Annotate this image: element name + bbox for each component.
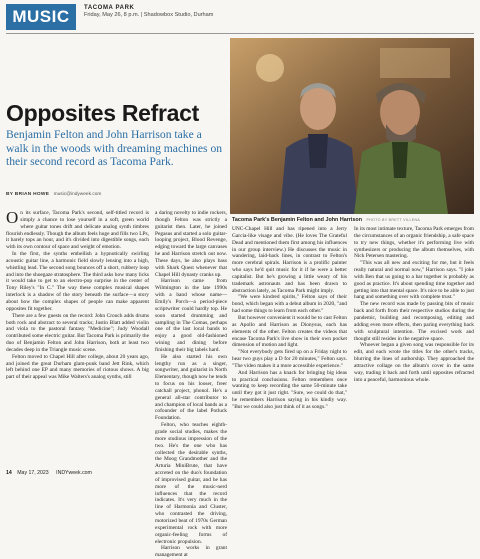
- feature-photo: [230, 38, 474, 214]
- body-paragraph: "This was all new and exciting for me, but it feels really natural and normal now," Harrison says. "I joke with Ben that us going to a bar together is probably as good as practice. It's about spending time together and getting into that mental space. It's nice to be able to just hang and something over with complete trust.": [354, 260, 474, 301]
- section-tag-music: MUSIC: [6, 4, 76, 30]
- body-paragraph: He also started his own lengthy run as a singer, songwriter, and guitarist in North Elementary, though now he tends to focus on his looser, freer catchall project, phonol. He's a general all-star contributor to and champion of local bands as a cofounder of the label Potluck Foundation.: [155, 353, 227, 422]
- body-paragraph: Harrison works in grant management at: [155, 545, 227, 559]
- body-paragraph: "We were kindred spirits," Felton says of their bond, which began with a debut album in 2020, "and had some things to learn from each other.": [232, 294, 347, 315]
- body-paragraph: Felton, who teaches eighth-grade social studies, makes the more studious impression of the two. He's the one who has collected the desirable synths, the Moog Grandmother and the Arturia MiniBrute, that have accreted on the duo's foundation of improvised guitar, and he has more of the music-nerd influences that the record indicates. It's very much in the line of Harmonia and Cluster, who contrasted the driving, motorized beat of 1970s German experimental rock with more organic-feeling forms of electronic propulsion.: [155, 422, 227, 545]
- body-paragraph: Felton moved to Chapel Hill after college, about 20 years ago, and joined the great Durham glam-punk band Jett Rink, which left behind one EP and many memories of riotous shows. A big part of their appeal was Mike Walters's analog synths, still: [6, 353, 149, 381]
- drop-cap: O: [6, 208, 19, 227]
- body-column-4: [354, 226, 474, 383]
- body-paragraph: "Not everybody gets fired up on a Friday night to hear two guys play a D for 20 minutes," Felton says. "The video makes it a more accessible experience.": [232, 349, 347, 369]
- page-footer: [6, 470, 92, 476]
- body-paragraph: Harrison came from Wilmington in the late 1990s with a band whose name—Emily's Porch—a period-piece scriptwriter could hardly top. He soon started drumming and sampling in The Comas, perhaps one of the last local bands to enjoy a good old-fashioned wining and dining before finishing their big labels hard.: [155, 278, 227, 353]
- byline: [6, 192, 226, 197]
- body-paragraph: There are a few guests on the record: John Crouch adds drums both rock and abstract to several tracks; Justin Blatt added violin and viola to the pastoral fantasy "Medicine"; Judy Woodall contributed some electric guitar. But Tacoma Park is primarily the duo of Benjamin Felton and John Harrison, both at least two decades deep in the Triangle music scene.: [6, 312, 149, 353]
- article-deck: Benjamin Felton and John Harrison take a walk in the woods with dreaming machines on their second record as Tacoma Park.: [6, 128, 223, 169]
- header-divider: [6, 33, 474, 34]
- page-number: 14: [6, 470, 12, 476]
- body-paragraph: Whoever began a given song was responsible for its edit, and each wrote the titles for the other's tracks, blurring the lines of authorship. They approached the attractive collage on the album's cover in the same way, trading it back and forth until opposites refracted into a peaceful, harmonious whole.: [354, 342, 474, 383]
- event-venue: TACOMA PARK: [84, 5, 135, 11]
- body-paragraph: In the first, the synths embellish a hypnotically swirling acoustic guitar line, a harmonic field slowly lensing into a high, whistling lead. The second song bounces off a short, rubbery loop and into the shoegaze stratosphere. The third asks how many licks it would take to get to an electro-pop surprise in the center of Tony Riley's "In C." The way these complex musical shapes interlock is a shadow of the story beneath the surface—a story about how the complex shapes of people can make apparent opposites fit together.: [6, 251, 149, 312]
- body-column-2-text: [155, 210, 227, 559]
- body-paragraph: UNC-Chapel Hill and has ripened into a Jerry Garcia-like visage and vibe. (He loves The Grateful Dead and mentioned them first among his influences in our group interview.) He discusses the music in wandering, laid-back lines, in contrast to Felton's more cerebral spirals. Harrison is a prolific painter who says he'd quit music for it if he were a better capitalist. But he's growing a little weary of his trademark astronauts and has been drawn to abstraction lately, as Tacoma Park might imply.: [232, 226, 347, 294]
- photo-credit: PHOTO BY BRETT VILLENA: [366, 218, 421, 222]
- article-headline: Opposites Refract: [6, 100, 200, 126]
- body-paragraph: a daring novelty to indie rockers, though Felton was strictly a guitarist then. Later, he joined Pegasus and started a solo guitar-looping project, Blood Revenge, edging toward the large canvases he and Harrison stretch out now. These days, he also plays bass with Shark Quest whenever that Chapel Hill dynasty cranks up.: [155, 210, 227, 278]
- body-paragraph: On its surface, Tacoma Park's second, self-titled record is simply a chance to lose yourself in a soft, green world where guitar tones drift and delicate analog synth timbres flourish endlessly. Though the album feels huge and fills two LPs, it barely tops an hour, and it's divided into digestible songs, each with its own contour of space and weight of emotion.: [6, 208, 149, 251]
- photo-caption: [232, 217, 472, 223]
- body-paragraph: But however convenient it would be to cast Felton as Apollo and Harrison as Dionysus, each has elements of the other. Felton creates the videos that encase Tacoma Park's live show in their own pocket dimension of motion and light.: [232, 314, 347, 349]
- body-paragraph: And Harrison has a knack for bringing big ideas to practical conclusions. Felton remembers once wanting to keep recording the same 50-minute take until they got it just right. "Sure, we could do that," he remembers Harrison saying in his kindly way. "But we could also just think of it as songs.": [232, 369, 347, 410]
- byline-email[interactable]: music@indyweek.com: [53, 192, 102, 197]
- photo-illustration: [230, 38, 474, 214]
- event-info-block: [84, 5, 213, 18]
- issue-date: May 17, 2023: [17, 470, 49, 476]
- body-column-3: [232, 226, 347, 411]
- body-column-1: [6, 210, 149, 381]
- event-details: Friday, May 26, 8 p.m. | Shadowbox Studio, Durham: [84, 12, 214, 18]
- caption-text: Tacoma Park's Benjamin Felton and John Harrison: [232, 217, 362, 223]
- body-paragraph: The new record was made by passing bits of music back and forth from their respective studios during the pandemic, building and recomposing, editing and adding even more effects, then paring everything back with sculptural intention. The excised work and thought still resides in the negative space.: [354, 301, 474, 342]
- body-paragraph: In its most intimate texture, Tacoma Park emerges from the circumstances of an organic friendship, a safe space to try new things, whether it's performing live with synthesizers or producing the album themselves, with Nick Petersen mastering.: [354, 226, 474, 260]
- byline-author: BY BRIAN HOWE: [6, 192, 50, 197]
- site-link[interactable]: INDYweek.com: [56, 470, 92, 476]
